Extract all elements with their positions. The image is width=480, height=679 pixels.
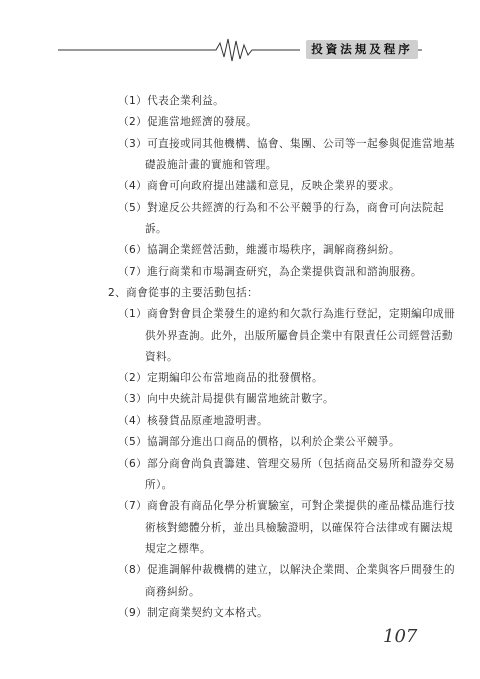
list-item-continuation: 礎設施計畫的實施和管理。 (145, 159, 277, 171)
list-item: （2）促進當地經濟的發展。 (118, 116, 258, 128)
list-item-continuation: 資料。 (145, 351, 178, 363)
list-item-continuation: 商務糾紛。 (145, 586, 200, 598)
list-item: （4）商會可向政府提出建議和意見，反映企業界的要求。 (118, 180, 400, 192)
list-item: （8）促進調解仲裁機構的建立，以解決企業間、企業與客戶間發生的 (118, 564, 455, 576)
list-item: （7）商會設有商品化學分析實驗室，可對企業提供的產品樣品進行技 (118, 500, 455, 512)
list-item: （6）協調企業經營活動，維護市場秩序，調解商務糾紛。 (118, 244, 400, 256)
list-item: （2）定期編印公布當地商品的批發價格。 (118, 372, 324, 384)
list-item-continuation: 規定之標準。 (145, 543, 211, 555)
list-item: （9）制定商業契約文本格式。 (118, 607, 269, 619)
list-item-continuation: 所）。 (145, 479, 173, 491)
list-item: （6）部分商會尚負責籌建、管理交易所（包括商品交易所和證券交易 (118, 458, 455, 470)
list-item: （1）代表企業利益。 (118, 95, 225, 107)
list-item: （5）協調部分進出口商品的價格，以利於企業公平競爭。 (118, 436, 400, 448)
list-item-continuation: 術核對總體分析，並出具檢驗證明，以確保符合法律或有關法規 (145, 522, 453, 534)
list-item: （7）進行商業和市場調查研究，為企業提供資訊和諮詢服務。 (118, 266, 422, 278)
list-item-continuation: 訴。 (145, 223, 167, 235)
list-item: （5）對違反公共經濟的行為和不公平競爭的行為，商會可向法院起 (118, 202, 444, 214)
list-item: （1）商會對會員企業發生的違約和欠款行為進行登記，定期編印成冊 (118, 308, 455, 320)
section-heading: 2、商會從事的主要活動包括： (108, 287, 259, 299)
list-item-continuation: 供外界查詢。此外，出版所屬會員企業中有限責任公司經營活動 (145, 330, 453, 342)
list-item: （3）可直接或同其他機構、協會、集團、公司等一起參與促進當地基 (118, 138, 455, 150)
list-item: （3）向中央統計局提供有關當地統計數字。 (118, 393, 335, 405)
header-title: 投資法規及程序 (306, 40, 418, 59)
list-item: （4）核發貨品原產地證明書。 (118, 415, 269, 427)
page-number: 107 (383, 626, 418, 647)
